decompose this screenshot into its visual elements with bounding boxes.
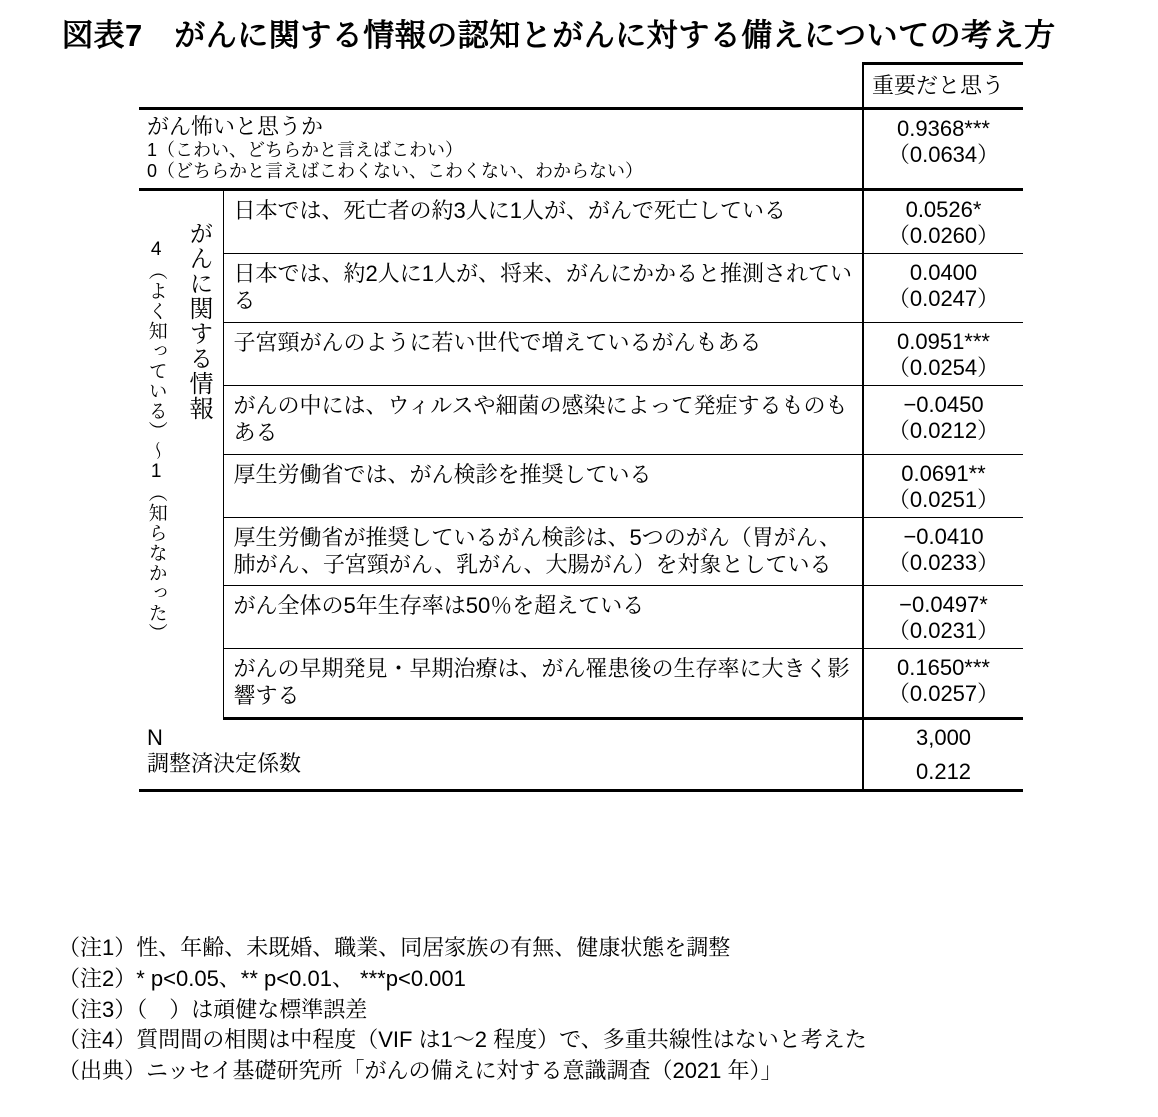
item-text: がん全体の5年生存率は50％を超えている: [223, 586, 863, 649]
item-standard-error: （0.0254）: [887, 355, 1000, 381]
page-title: 図表7 がんに関する情報の認知とがんに対する備えについての考え方: [62, 18, 1056, 53]
item-coefficient: −0.0497*: [899, 592, 988, 618]
stat-value-n: 3,000: [915, 725, 972, 751]
stat-label-adj-r2: 調整済決定係数: [147, 751, 302, 777]
table-row: [139, 386, 1023, 455]
item-value-cell: [863, 323, 1023, 386]
item-coefficient: 0.1650***: [897, 655, 990, 681]
note-line-1: （注1）性、年齢、未既婚、職業、同居家族の有無、健康状態を調整: [58, 935, 731, 960]
item-text: がんの早期発見・早期治療は、がん罹患後の生存率に大きく影響する: [223, 649, 863, 719]
item-text: 厚生労働省では、がん検診を推奨している: [223, 454, 863, 517]
table-row: [139, 190, 1023, 254]
item-standard-error: （0.0247）: [887, 286, 1000, 312]
table-row: [139, 517, 1023, 586]
item-coefficient: 0.0400: [909, 260, 978, 286]
item-standard-error: （0.0231）: [887, 618, 1000, 644]
note-line-4: （注4）質問間の相関は中程度（VIF は1～2 程度）で、多重共線性はないと考えた: [58, 1027, 867, 1053]
item-coefficient: 0.0951***: [897, 329, 990, 355]
question1-standard-error: （0.0634）: [887, 142, 1000, 167]
question1-value-cell: [863, 109, 1023, 190]
item-text: 日本では、死亡者の約3人に1人が、がんで死亡している: [223, 190, 863, 254]
question1-sub1-text: 1（こわい、どちらかと言えばこわい）: [147, 139, 464, 160]
item-text: 日本では、約2人に1人が、将来、がんにかかると推測されている: [223, 254, 863, 323]
question1-row: [139, 109, 1023, 190]
stats-values-cell: [863, 719, 1023, 791]
column-header-importance: 重要だと思う: [863, 64, 1023, 109]
item-value-cell: [863, 586, 1023, 649]
regression-table: [139, 62, 1023, 792]
note-line-2: （注2）* p<0.05、** p<0.01、 ***p<0.001: [58, 965, 466, 991]
table-row: [139, 649, 1023, 719]
table-header-row: [139, 64, 1023, 109]
header-blank-cell: [139, 64, 863, 109]
item-coefficient: 0.0691**: [901, 460, 986, 486]
item-standard-error: （0.0251）: [887, 486, 1000, 512]
item-coefficient: −0.0410: [903, 523, 984, 549]
question1-coefficient: 0.9368***: [897, 116, 990, 141]
item-value-cell: [863, 649, 1023, 719]
item-value-cell: [863, 454, 1023, 517]
group-title-vertical-label: がんに関する情報: [173, 190, 223, 719]
question1-main-text: がん怖いと思うか: [147, 114, 324, 139]
question1-sub2-text: 0（どちらかと言えばこわくない、こわくない、わからない）: [147, 161, 644, 182]
group-scale-vertical-label: 4（よく知っている）～1（知らなかった）: [139, 190, 173, 719]
item-coefficient: −0.0450: [903, 392, 984, 418]
table-row: [139, 586, 1023, 649]
regression-table-container: [139, 62, 1023, 792]
item-standard-error: （0.0233）: [887, 549, 1000, 575]
item-standard-error: （0.0257）: [887, 681, 1000, 707]
item-value-cell: [863, 386, 1023, 455]
item-value-cell: [863, 517, 1023, 586]
table-row: [139, 254, 1023, 323]
notes-block: [58, 933, 867, 1087]
item-text: 子宮頸がんのように若い世代で増えているがんもある: [223, 323, 863, 386]
stats-row: [139, 719, 1023, 791]
stats-labels-cell: [139, 719, 863, 791]
note-line-3: （注3）（ ）は頑健な標準誤差: [58, 996, 368, 1022]
item-value-cell: [863, 190, 1023, 254]
stat-label-n: N: [147, 725, 163, 751]
stat-value-adj-r2: 0.212: [915, 759, 972, 785]
table-row: [139, 454, 1023, 517]
table-row: [139, 323, 1023, 386]
item-value-cell: [863, 254, 1023, 323]
item-text: 厚生労働省が推奨しているがん検診は、5つのがん（胃がん、肺がん、子宮頸がん、乳がん、大腸がん）を対象としている: [223, 517, 863, 586]
item-standard-error: （0.0260）: [887, 223, 1000, 249]
item-coefficient: 0.0526*: [905, 197, 982, 223]
item-standard-error: （0.0212）: [887, 418, 1000, 444]
question1-label-cell: [139, 109, 863, 190]
note-source: （出典）ニッセイ基礎研究所「がんの備えに対する意識調査（2021 年）」: [58, 1058, 783, 1084]
item-text: がんの中には、ウィルスや細菌の感染によって発症するものもある: [223, 386, 863, 455]
